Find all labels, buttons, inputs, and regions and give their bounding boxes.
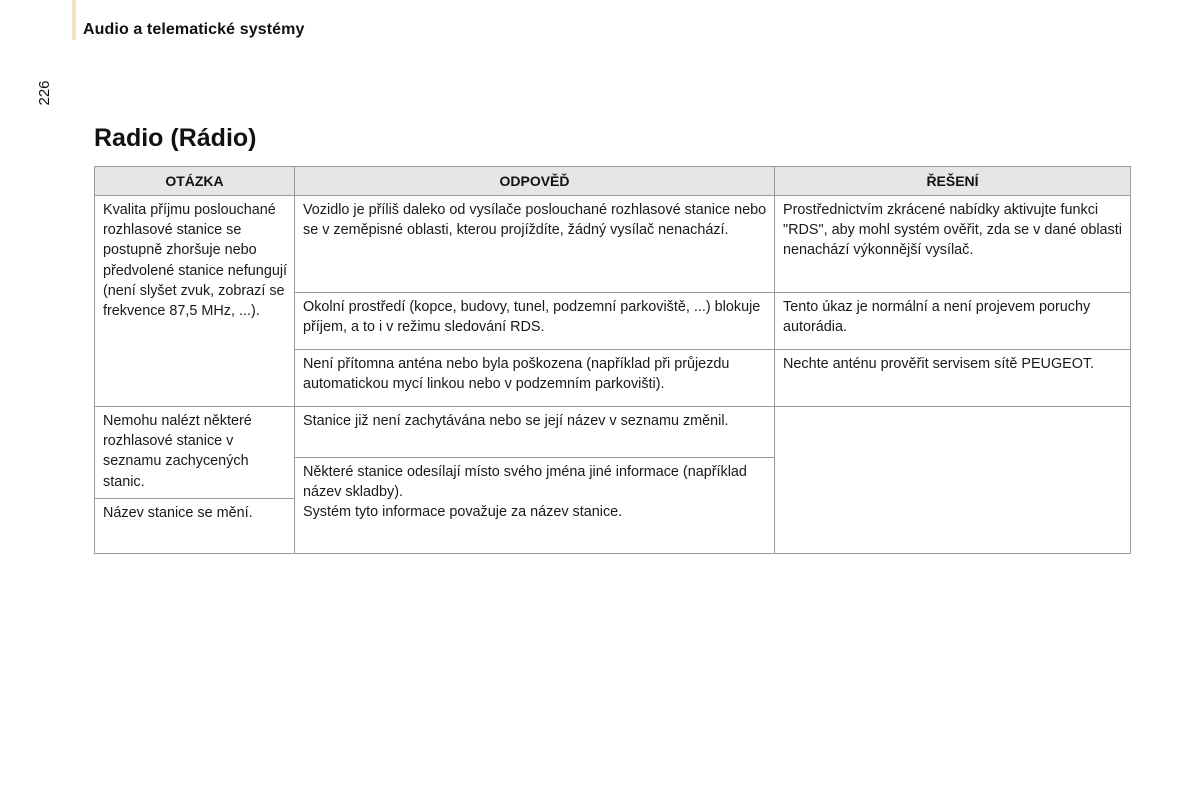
section-header: Audio a telematické systémy <box>83 21 305 38</box>
column-header-solution: ŘEŠENÍ <box>775 167 1131 196</box>
answer-line: Některé stanice odesílají místo svého jména jiné informace (například název skladby). <box>303 464 747 501</box>
question-cell: Kvalita příjmu poslouchané rozhlasové stanice se postupně zhoršuje nebo předvolené stanice nefungují (není slyšet zvuk, zobrazí se frekvence 87,5 MHz, ...). <box>95 196 295 407</box>
answer-cell <box>295 458 775 554</box>
page-number: 226 <box>35 80 53 106</box>
answer-cell: Není přítomna anténa nebo byla poškozena (například při průjezdu automatickou mycí linkou nebo v podzemním parkovišti). <box>295 350 775 407</box>
table-row <box>95 196 1131 293</box>
troubleshooting-table <box>94 166 1131 554</box>
answer-cell: Vozidlo je příliš daleko od vysílače poslouchané rozhlasové stanice nebo se v zeměpisné oblasti, kterou projíždíte, žádný vysílač nenachází. <box>295 196 775 293</box>
answer-cell: Stanice již není zachytávána nebo se její název v seznamu změnil. <box>295 407 775 458</box>
answer-cell: Okolní prostředí (kopce, budovy, tunel, podzemní parkoviště, ...) blokuje příjem, a to i v režimu sledování RDS. <box>295 293 775 350</box>
column-header-question: OTÁZKA <box>95 167 295 196</box>
table-header-row <box>95 167 1131 196</box>
question-cell: Nemohu nalézt některé rozhlasové stanice v seznamu zachycených stanic. <box>95 407 295 499</box>
question-cell: Název stanice se mění. <box>95 498 295 553</box>
answer-line: Systém tyto informace považuje za název stanice. <box>303 504 623 521</box>
page-title: Radio (Rádio) <box>94 124 257 152</box>
solution-cell: Prostřednictvím zkrácené nabídky aktivujte funkci "RDS", aby mohl systém ověřit, zda se v dané oblasti nenachází výkonnější vysílač. <box>775 196 1131 293</box>
table-row <box>95 407 1131 458</box>
header-accent-bar <box>72 0 76 40</box>
solution-cell: Tento úkaz je normální a není projevem poruchy autorádia. <box>775 293 1131 350</box>
solution-cell: Nechte anténu prověřit servisem sítě PEUGEOT. <box>775 350 1131 407</box>
column-header-answer: ODPOVĚĎ <box>295 167 775 196</box>
solution-cell-empty <box>775 407 1131 554</box>
